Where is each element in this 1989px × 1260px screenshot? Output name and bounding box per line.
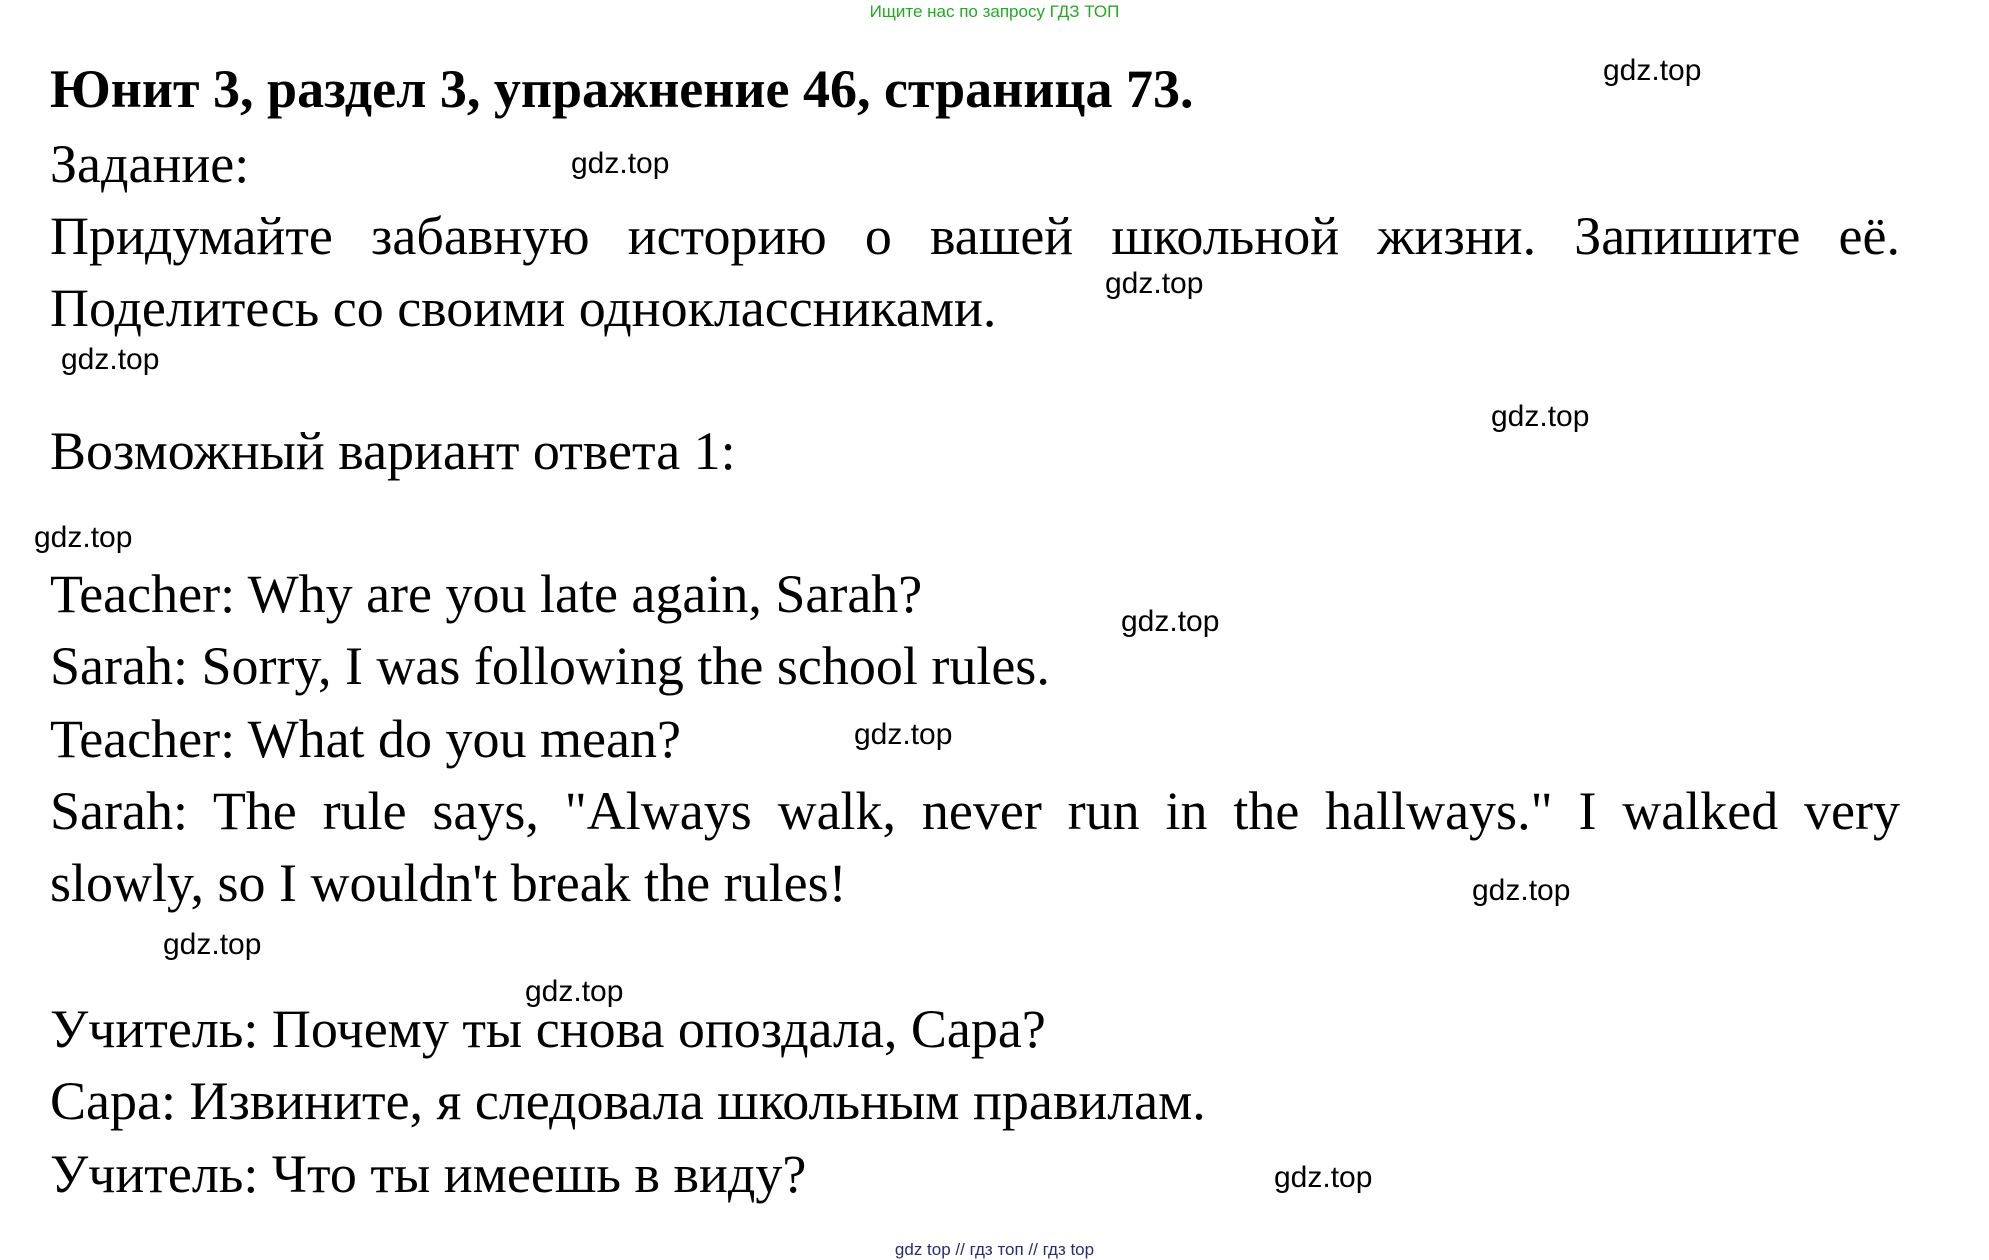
- english-dialog-line-2: Sarah: Sorry, I was following the school rules.: [50, 636, 1050, 696]
- watermark: gdz.top: [34, 521, 133, 554]
- russian-dialog-line-3: Учитель: Что ты имеешь в виду?: [50, 1144, 807, 1204]
- english-dialog-line-1: Teacher: Why are you late again, Sarah?: [50, 564, 923, 624]
- watermark: gdz.top: [1121, 605, 1220, 638]
- task-line-2: Поделитесь со своими одноклассниками.: [50, 278, 997, 338]
- watermark: gdz.top: [1603, 54, 1702, 87]
- watermark: gdz.top: [1274, 1161, 1373, 1194]
- top-banner[interactable]: Ищите нас по запросу ГДЗ ТОП: [869, 2, 1120, 21]
- watermark: gdz.top: [1472, 874, 1571, 907]
- english-dialog-line-3: Teacher: What do you mean?: [50, 709, 681, 769]
- english-dialog-line-4: Sarah: The rule says, "Always walk, never run in the hallways." I walked very: [50, 781, 1900, 841]
- watermark: gdz.top: [61, 343, 160, 376]
- footer-banner[interactable]: gdz top // гдз топ // гдз top: [894, 1240, 1095, 1259]
- watermark: gdz.top: [1105, 267, 1204, 300]
- watermark: gdz.top: [163, 928, 262, 961]
- watermark: gdz.top: [854, 718, 953, 751]
- watermark: gdz.top: [525, 975, 624, 1008]
- task-label: Задание:: [50, 134, 250, 194]
- russian-dialog-line-2: Сара: Извините, я следовала школьным правилам.: [50, 1071, 1206, 1131]
- watermark: gdz.top: [571, 147, 670, 180]
- english-dialog-line-5: slowly, so I wouldn't break the rules!: [50, 853, 847, 913]
- page-title: Юнит 3, раздел 3, упражнение 46, страница 73.: [50, 59, 1194, 119]
- answer-label: Возможный вариант ответа 1:: [50, 421, 736, 481]
- russian-dialog-line-1: Учитель: Почему ты снова опоздала, Сара?: [50, 999, 1046, 1059]
- watermark: gdz.top: [1491, 400, 1590, 433]
- task-line-1: Придумайте забавную историю о вашей школьной жизни. Запишите её.: [50, 206, 1900, 266]
